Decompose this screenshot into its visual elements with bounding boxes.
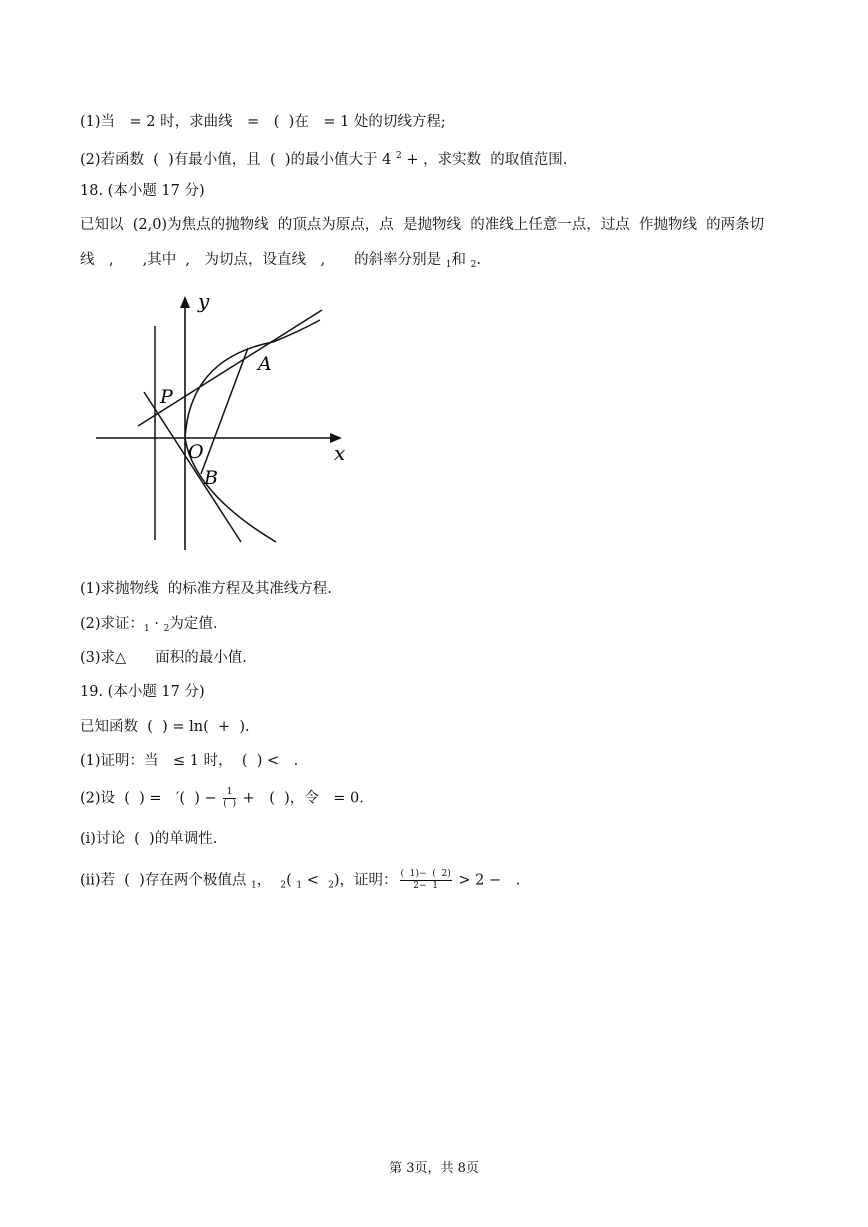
axis-x-label: x [334, 441, 346, 465]
q19-part2-ii: (ii)若 ( )存在两个极值点 $_1$， $_2$( $_1$ < $_2$)，证明： $\frac{( 1)- ( 2)}{2- 1}$ > 2 − . [80, 869, 521, 891]
q19-heading: 19. (本小题 17 分) [80, 684, 205, 700]
axis-y-label: y [198, 289, 210, 313]
q18-stem-line1: 已知以 (2,0)为焦点的抛物线 的顶点为原点，点 是抛物线 的准线上任意一点，过点 作抛物线 的两条切 [80, 217, 765, 233]
origin-label: O [188, 441, 204, 463]
fraction-one-over: $\frac{1}{( )}$ [223, 787, 236, 809]
q19-part2: (2)设 ( ) = ′( ) − $\frac{1}{( )}$ + ( )，令 = 0. [80, 787, 364, 809]
page-footer: 第 3页，共 8页 [389, 1161, 479, 1176]
fraction-difference-quotient: $\frac{( 1)- ( 2)}{2- 1}$ [400, 869, 451, 891]
q19-part1: (1)证明：当 ≤ 1 时， ( ) < . [80, 753, 299, 769]
q18-part1: (1)求抛物线 的标准方程及其准线方程. [80, 581, 332, 597]
q19-part2-i: (i)讨论 ( )的单调性. [80, 831, 218, 847]
point-p-label: P [160, 386, 173, 408]
q18-part3: (3)求△ 面积的最小值. [80, 650, 247, 666]
point-a-label: A [258, 353, 272, 375]
parabola-figure [88, 288, 368, 558]
q18-heading: 18. (本小题 17 分) [80, 183, 205, 199]
q17-part1: (1)当 = 2 时，求曲线 = ( )在 = 1 处的切线方程; [80, 114, 446, 130]
q19-stem: 已知函数 ( ) = ln( + ). [80, 719, 250, 735]
q18-stem-line2: 线 , ,其中 , 为切点，设直线 , 的斜率分别是 $_1$和 $_2$. [80, 252, 481, 270]
point-b-label: B [204, 467, 218, 489]
q17-part2: (2)若函数 ( )有最小值，且 ( )的最小值大于 4 $^2$ + ，求实数 的取值范围. [80, 151, 568, 168]
q18-part2: (2)求证：$_1$ · $_2$为定值. [80, 616, 218, 634]
